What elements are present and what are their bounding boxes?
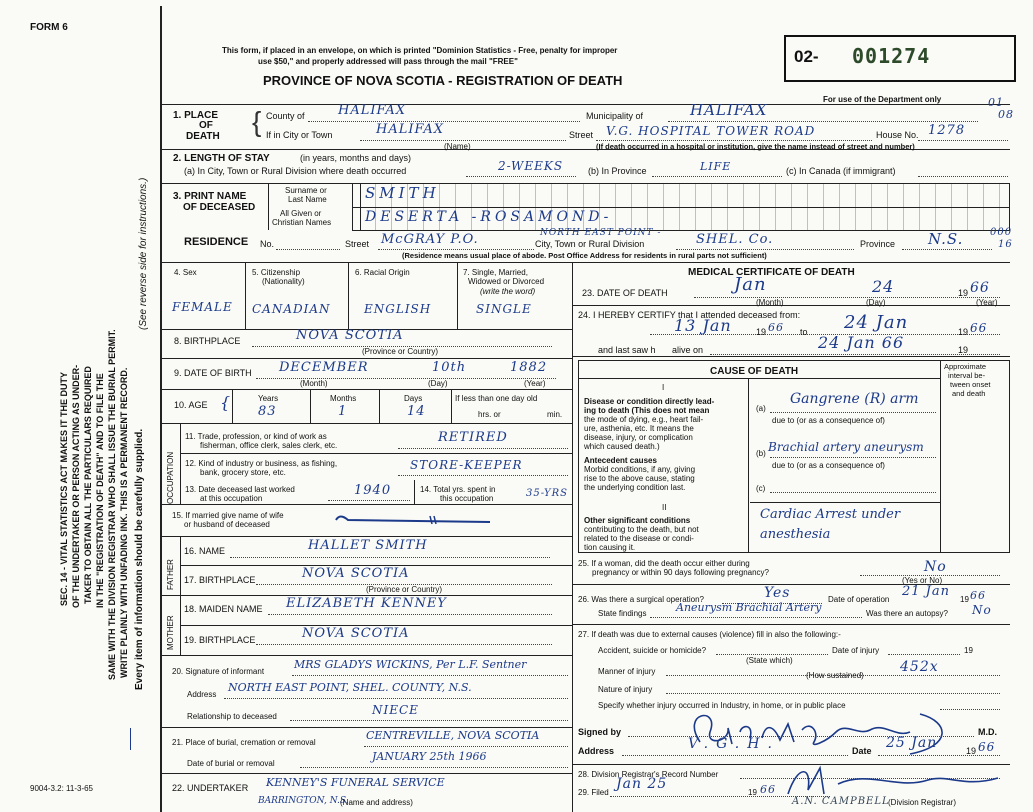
cause-c-marker: (c) bbox=[756, 484, 766, 493]
street-value: V.G. HOSPITAL TOWER ROAD bbox=[606, 124, 816, 138]
other-1: Other significant conditions bbox=[584, 516, 691, 525]
mother-birthplace-label: 19. BIRTHPLACE bbox=[184, 635, 256, 645]
registrar-record-label: 28. Division Registrar's Record Number bbox=[578, 770, 719, 779]
industry-value: STORE-KEEPER bbox=[410, 458, 523, 472]
signed-by-label: Signed by bbox=[578, 727, 622, 737]
last-worked-value: 1940 bbox=[354, 483, 392, 498]
res-street-label: Street bbox=[345, 239, 370, 249]
surgery-label: 26. Was there a surgical operation? bbox=[578, 595, 704, 604]
registration-number: 001274 bbox=[852, 44, 931, 68]
attended-from-value: 13 Jan bbox=[674, 316, 732, 335]
city-label: If in City or Town bbox=[266, 130, 333, 140]
injury-date-label: Date of injury bbox=[832, 646, 880, 655]
accident-label: Accident, suicide or homicide? bbox=[598, 646, 707, 655]
racial-label: 6. Racial Origin bbox=[355, 268, 410, 277]
dob-label: 9. DATE OF BIRTH bbox=[174, 368, 252, 378]
burial-place-value: CENTREVILLE, NOVA SCOTIA bbox=[366, 729, 540, 742]
address-label: Address bbox=[578, 746, 615, 756]
informant-value: MRS GLADYS WICKINS, Per L.F. Sentner bbox=[294, 658, 527, 671]
res-street-value: McGRAY P.O. bbox=[381, 232, 479, 247]
father-side-label: FATHER bbox=[166, 559, 175, 590]
medical-title: MEDICAL CERTIFICATE OF DEATH bbox=[688, 267, 855, 278]
sign-year-value: 66 bbox=[978, 740, 996, 754]
dob-day-caption: (Day) bbox=[428, 379, 448, 388]
death-month-value: Jan bbox=[734, 274, 767, 295]
street-label: Street bbox=[569, 130, 594, 140]
trade-label-b: fisherman, office clerk, sales clerk, etc. bbox=[200, 441, 338, 450]
father-name-label: 16. NAME bbox=[184, 546, 226, 556]
marital-label-b: Widowed or Divorced bbox=[468, 277, 545, 286]
city-value: HALIFAX bbox=[376, 122, 445, 137]
birthplace-label: 8. BIRTHPLACE bbox=[174, 336, 241, 346]
disease-line-6: which caused death.) bbox=[584, 442, 660, 451]
s2-label: 2. LENGTH OF STAY bbox=[173, 153, 270, 164]
last-worked-label: 13. Date deceased last worked bbox=[185, 485, 295, 494]
death-year-value: 66 bbox=[970, 280, 990, 296]
marital-label: 7. Single, Married, bbox=[463, 268, 528, 277]
s3-label: 3. PRINT NAME bbox=[173, 191, 247, 202]
burial-place-label: 21. Place of burial, cremation or removal bbox=[172, 738, 316, 747]
filed-label: 29. Filed bbox=[578, 788, 609, 797]
cause-b-value: Brachial artery aneurysm bbox=[768, 440, 924, 454]
side-text-8: (See reverse side for instructions.) bbox=[138, 177, 149, 330]
res-code-2: 16 bbox=[998, 239, 1013, 250]
total-yrs-label: 14. Total yrs. spent in bbox=[420, 485, 496, 494]
attended-label: 24. I HEREBY CERTIFY that I attended deceased from: bbox=[578, 310, 801, 320]
other-3: related to the disease or condi- bbox=[584, 534, 694, 543]
sign-date-label: Date bbox=[852, 746, 872, 756]
father-birthplace-caption: (Province or Country) bbox=[366, 585, 443, 594]
s3-label-b: OF DECEASED bbox=[183, 202, 256, 213]
attended-from-year: 66 bbox=[768, 321, 784, 334]
given-label: All Given or bbox=[280, 209, 322, 218]
residence-label: RESIDENCE bbox=[184, 236, 249, 248]
name-caption: (Name) bbox=[444, 142, 471, 151]
age-months-value: 1 bbox=[338, 404, 348, 419]
spouse-dash-mark bbox=[330, 508, 500, 530]
given-label-b: Christian Names bbox=[272, 218, 332, 227]
father-birthplace-value: NOVA SCOTIA bbox=[302, 566, 410, 581]
undertaker-value: KENNEY'S FUNERAL SERVICE bbox=[266, 776, 445, 789]
min-label: min. bbox=[547, 410, 563, 419]
dob-year-caption: (Year) bbox=[524, 379, 546, 388]
mail-notice-1: This form, if placed in an envelope, on which is printed "Dominion Statistics - Free, penalty for improper bbox=[222, 46, 618, 55]
municipality-value: HALIFAX bbox=[690, 101, 768, 119]
house-no-value: 1278 bbox=[928, 123, 966, 138]
res-no-label: No. bbox=[260, 239, 275, 249]
cause-title: CAUSE OF DEATH bbox=[710, 366, 799, 377]
attended-to-value: 24 Jan bbox=[844, 312, 909, 333]
last-saw-prefix: 19 bbox=[958, 345, 969, 355]
disease-line-2: ing to death (This does not mean bbox=[584, 406, 710, 415]
mail-notice-2: use $50," and properly addressed will pass through the mail "FREE" bbox=[258, 57, 518, 66]
citizenship-value: CANADIAN bbox=[252, 302, 331, 316]
mother-side-label: MOTHER bbox=[166, 615, 175, 650]
surname-label: Surname or bbox=[285, 186, 327, 195]
antecedent-2: Morbid conditions, if any, giving bbox=[584, 465, 696, 474]
res-city-label: City, Town or Rural Division bbox=[535, 239, 645, 249]
state-which-caption: (State which) bbox=[746, 656, 793, 665]
s2c-label: (c) In Canada (if immigrant) bbox=[786, 166, 896, 176]
disease-line-1: Disease or condition directly lead- bbox=[584, 397, 715, 406]
approx-2: interval be- bbox=[948, 371, 986, 380]
death-day-caption: (Day) bbox=[866, 298, 886, 307]
burial-date-label: Date of burial or removal bbox=[187, 759, 275, 768]
municipality-label: Municipality of bbox=[586, 111, 644, 121]
attended-to-prefix: 19 bbox=[958, 327, 969, 337]
age-days-value: 14 bbox=[407, 404, 426, 419]
hrs-label: hrs. or bbox=[478, 410, 501, 419]
marital-label-c: (write the word) bbox=[480, 287, 536, 296]
op-date-value: 21 Jan bbox=[902, 584, 951, 599]
house-no-label: House No. bbox=[876, 130, 919, 140]
stay-province-value: LIFE bbox=[700, 160, 732, 173]
registrar-signature bbox=[778, 760, 1008, 800]
relationship-label: Relationship to deceased bbox=[187, 712, 277, 721]
other-2: contributing to the death, but not bbox=[584, 525, 699, 534]
county-label: County of bbox=[266, 111, 305, 121]
spouse-label-b: or husband of deceased bbox=[184, 520, 270, 529]
s1-label-c: DEATH bbox=[186, 131, 220, 142]
citizenship-label: 5. Citizenship bbox=[252, 268, 301, 277]
death-day-value: 24 bbox=[872, 277, 895, 296]
filed-date-value: Jan 25 bbox=[616, 776, 668, 792]
due-to-2: due to (or as a consequence of) bbox=[772, 461, 885, 470]
nature-label: Nature of injury bbox=[598, 685, 653, 694]
age-days-caption: Days bbox=[404, 394, 423, 403]
form-code: 9004-3.2: 11-3-65 bbox=[30, 784, 94, 793]
father-birthplace-label: 17. BIRTHPLACE bbox=[184, 575, 256, 585]
age-label: 10. AGE bbox=[174, 400, 208, 410]
undertaker-label: 22. UNDERTAKER bbox=[172, 783, 249, 793]
sex-label: 4. Sex bbox=[174, 268, 197, 277]
death-year-caption: (Year) bbox=[976, 298, 998, 307]
registrar-caption: (Division Registrar) bbox=[888, 798, 957, 807]
death-registration-form: 02- 001274 FORM 6 This form, if placed in an envelope, on which is printed "Dominion Statistics - Free, penalty for improper use $50," and properly addressed will pass through the mail "FREE" PROVINCE OF NOVA SCOTIA - REGISTRATION OF DEATH For use of the Department only 01 08 SEC. 14 - VITAL STATISTICS ACT MAKES IT THE DUTY OF THE UNDERTAKER OR PERSON ACTING AS UNDER- TAKER TO OBTAIN ALL THE PARTICULARS REQUIRED IN THE "REGISTRATION OF DEATH" AND TO FILE THE SAME WITH THE DIVISION REGISTRAR WHO SHALL ISSUE THE BURIAL PERMIT. WRITE PLAINLY WITH UNFADING INK. THIS IS A PERMANENT RECORD. Every item of information should be carefully supplied. (See reverse side for instructions.) 1. PLACE OF DEATH { County of HALIFAX Municipality of HALIFAX If in City or Town HALIFAX (Name) Street V.G. HOSPITAL TOWER ROAD House No. 1278 (If death occurred in a hospital or institution, give the name instead of street and number) 2. LENGTH OF STAY (in years, months and days) (a) In City, Town or Rural Division where death occurred 2-WEEKS (b) In Province LIFE (c) In Canada (if immigrant) 3. PRINT NAME OF DECEASED Surname or Last Name All Given or Christian Names SMITH DESERTA -ROSAMOND- RESIDENCE No. Street McGRAY P.O. NORTH EAST POINT - City, Town or Rural Division SHEL. Co. Province N.S. 000 16 (Residence means usual place of abode. Post Office Address for residents in rural parts not sufficient) 4. Sex 5. Citizenship (Nationality) 6. Racial Origin 7. Single, Married, Widowed or Divorced (write the word) FEMALE CANADIAN ENGLISH SINGLE 8. BIRTHPLACE NOVA SCOTIA (Province or Country) 9. DATE OF BIRTH DECEMBER 10th 1882 (Month) (Day) (Year) 10. AGE { Years Months Days If less than one day old hrs. or min. 83 1 14 OCCUPATION 11. Trade, profession, or kind of work as fisherman, office clerk, sales clerk, etc. RETIRED 12. Kind of industry or business, as fishing, bank, grocery store, etc. STORE-KEEPER 13. Date deceased last worked at this occupation 1940 14. Total yrs. spent in this occupation 35-YRS 15. If married give name of wife or husband of deceased FATHER MOTHER 16. NAME HALLET SMITH 17. BIRTHPLACE NOVA SCOTIA (Province or Country) 18. MAIDEN NAME ELIZABETH KENNEY 19. BIRTHPLACE NOVA SCOTIA 20. Signature of informant MRS GLADYS WICKINS, Per L.F. Sentner Address NORTH EAST POINT, SHEL. COUNTY, N.S. Relationship to deceased NIECE 21. Place of burial, cremation or removal CENTREVILLE, NOVA SCOTIA Date of burial or removal JANUARY 25th 1966 22. UNDERTAKER KENNEY'S FUNERAL SERVICE BARRINGTON, N.S. (Name and address) 9004-3.2: 11-3-65 MEDICAL CERTIFICATE OF DEATH 23. DATE OF DEATH Jan 24 19 66 (Month) (Day) (Year) 24. I HEREBY CERTIFY that I attended deceased from: 13 Jan 19 66 to 24 Jan 19 66 and last saw h alive on 24 Jan 66 19 CAUSE OF DEATH Approximate interval be- tween onset and death I Disease or condition directly lead- ing to death (This does not mean the mode of dying, e.g., heart fail- ure, asthenia, etc. It means the disease, injury, or complication which caused death.) Antecedent causes Morbid conditions, if any, giving rise to the above cause, stating the underlying condition last. II Other significant conditions contributing to the death, but not related to the disease or condi- tion causing it. (a) Gangrene (R) arm due to (or as a consequence of) (b) Brachial artery aneurysm due to (or as a consequence of) (c) Cardiac Arrest under anesthesia 25. If a woman, did the death occur either during pregnancy or within 90 days following pregnancy? No (Yes or No) 26. Was there a surgical operation? Yes Date of operation 21 Jan 19 66 State findings Aneurysm Brachial Artery Was there an autopsy? No 27. If death was due to external causes (violence) fill in also the following:- Accident, suicide or homicide? (State which) Date of injury 19 Manner of injury 452x (How sustained) Nature of injury Specify whether injury occurred in Industry, in home, or in public place Signed by M.D. Address V.G.H. Date 25 Jan 19 66 28. Division Registrar's Record Number 29. Filed Jan 25 19 66 A.N. CAMPBELL (Division Registrar) bbox=[0, 0, 1033, 812]
how-sustained-caption: (How sustained) bbox=[806, 671, 864, 680]
birthplace-value: NOVA SCOTIA bbox=[296, 328, 404, 343]
informant-address-label: Address bbox=[187, 690, 217, 699]
cause-a-value: Gangrene (R) arm bbox=[790, 391, 919, 407]
dob-month-value: DECEMBER bbox=[279, 360, 369, 375]
industry-label: 12. Kind of industry or business, as fishing, bbox=[185, 459, 338, 468]
specify-label: Specify whether injury occurred in Industry, in home, or in public place bbox=[598, 701, 846, 710]
disease-line-5: disease, injury, or complication bbox=[584, 433, 693, 442]
s2b-label: (b) In Province bbox=[588, 166, 647, 176]
side-text-4: IN THE "REGISTRATION OF DEATH" AND TO FILE THE bbox=[95, 373, 105, 608]
side-text-2: OF THE UNDERTAKER OR PERSON ACTING AS UNDER- bbox=[71, 364, 81, 608]
pregnancy-caption: (Yes or No) bbox=[902, 576, 943, 585]
alive-on-label: alive on bbox=[672, 345, 704, 355]
attended-to-year: 66 bbox=[970, 321, 988, 335]
undertaker-caption: (Name and address) bbox=[340, 798, 413, 807]
cause-b-marker: (b) bbox=[756, 449, 766, 458]
total-yrs-value: 35-YRS bbox=[526, 488, 568, 499]
surgery-value: Yes bbox=[764, 585, 791, 601]
mother-maiden-value: ELIZABETH KENNEY bbox=[286, 596, 447, 611]
attended-to-label: to bbox=[800, 327, 808, 337]
res-province-label: Province bbox=[860, 239, 896, 249]
cause-a-marker: (a) bbox=[756, 404, 766, 413]
age-months-caption: Months bbox=[330, 394, 357, 403]
approx-3: tween onset bbox=[950, 380, 991, 389]
dob-month-caption: (Month) bbox=[300, 379, 328, 388]
external-causes-label: 27. If death was due to external causes (violence) fill in also the following:- bbox=[578, 630, 841, 639]
marital-value: SINGLE bbox=[476, 302, 532, 316]
res-city-value: SHEL. Co. bbox=[696, 232, 774, 247]
mother-birthplace-value: NOVA SCOTIA bbox=[302, 626, 410, 641]
antecedent-1: Antecedent causes bbox=[584, 456, 657, 465]
relationship-value: NIECE bbox=[372, 703, 419, 717]
trade-label: 11. Trade, profession, or kind of work as bbox=[185, 432, 327, 441]
approx-1: Approximate bbox=[944, 362, 987, 371]
filed-year-value: 66 bbox=[760, 783, 776, 796]
burial-date-value: JANUARY 25th 1966 bbox=[372, 750, 487, 763]
death-date-label: 23. DATE OF DEATH bbox=[582, 288, 668, 298]
death-month-caption: (Month) bbox=[756, 298, 784, 307]
residence-note: (Residence means usual place of abode. Post Office Address for residents in rural parts not sufficient) bbox=[402, 251, 767, 260]
dept-code-1: 01 bbox=[988, 96, 1004, 109]
physician-address-value: V.G.H. bbox=[688, 736, 780, 752]
side-text-3: TAKER TO OBTAIN ALL THE PARTICULARS REQUIRED bbox=[83, 366, 93, 604]
other-4: tion causing it. bbox=[584, 543, 636, 552]
antecedent-4: the underlying condition last. bbox=[584, 483, 686, 492]
given-names-value: DESERTA -ROSAMOND- bbox=[365, 209, 613, 225]
less-than-day-label: If less than one day old bbox=[455, 394, 538, 403]
injury-code-value: 452x bbox=[900, 659, 939, 675]
form-number: FORM 6 bbox=[30, 22, 68, 33]
sign-date-value: 25 Jan bbox=[886, 735, 938, 751]
disease-line-4: ure, asthenia, etc. It means the bbox=[584, 424, 694, 433]
side-text-7: Every item of information should be carefully supplied. bbox=[134, 428, 145, 690]
attended-from-prefix: 19 bbox=[756, 327, 767, 337]
s2a-label: (a) In City, Town or Rural Division where death occurred bbox=[184, 166, 407, 176]
dept-use-label: For use of the Department only bbox=[823, 95, 942, 104]
filed-year-prefix: 19 bbox=[748, 788, 757, 797]
res-street-value-2: NORTH EAST POINT - bbox=[540, 228, 662, 238]
last-saw-value: 24 Jan 66 bbox=[818, 333, 905, 352]
s1-label-b: OF bbox=[199, 120, 213, 131]
approx-4: and death bbox=[952, 389, 986, 398]
surname-label-b: Last Name bbox=[288, 195, 327, 204]
injury-year-prefix: 19 bbox=[964, 646, 973, 655]
pregnancy-label-b: pregnancy or within 90 days following pregnancy? bbox=[592, 568, 769, 577]
last-worked-label-b: at this occupation bbox=[200, 494, 263, 503]
industry-label-b: bank, grocery store, etc. bbox=[200, 468, 286, 477]
ink-mark bbox=[130, 728, 132, 750]
registrar-name-value: A.N. CAMPBELL bbox=[792, 796, 890, 807]
sex-value: FEMALE bbox=[172, 300, 233, 314]
undertaker-location-value: BARRINGTON, N.S. bbox=[258, 796, 349, 806]
roman-i: I bbox=[662, 383, 665, 392]
age-years-value: 83 bbox=[258, 404, 277, 419]
manner-label: Manner of injury bbox=[598, 667, 656, 676]
due-to-1: due to (or as a consequence of) bbox=[772, 416, 885, 425]
autopsy-label: Was there an autopsy? bbox=[866, 609, 948, 618]
other-condition-value-2: anesthesia bbox=[760, 527, 831, 542]
md-label: M.D. bbox=[978, 727, 997, 737]
father-name-value: HALLET SMITH bbox=[308, 538, 428, 553]
res-province-value: N.S. bbox=[928, 230, 964, 248]
occupation-side-label: OCCUPATION bbox=[166, 451, 175, 504]
racial-origin-value: ENGLISH bbox=[364, 302, 432, 316]
birthplace-caption: (Province or Country) bbox=[362, 347, 439, 356]
side-text-1: SEC. 14 - VITAL STATISTICS ACT MAKES IT THE DUTY bbox=[59, 371, 69, 606]
age-years-caption: Years bbox=[258, 394, 279, 403]
registration-prefix: 02- bbox=[794, 47, 819, 66]
informant-label: 20. Signature of informant bbox=[172, 667, 265, 676]
res-code-1: 000 bbox=[990, 227, 1013, 238]
pregnancy-label: 25. If a woman, did the death occur either during bbox=[578, 559, 750, 568]
total-yrs-label-b: this occupation bbox=[440, 494, 494, 503]
autopsy-value: No bbox=[972, 603, 992, 617]
antecedent-3: rise to the above cause, stating bbox=[584, 474, 695, 483]
informant-address-value: NORTH EAST POINT, SHEL. COUNTY, N.S. bbox=[228, 681, 472, 694]
spouse-label: 15. If married give name of wife bbox=[172, 511, 284, 520]
sign-year-prefix: 19 bbox=[966, 746, 977, 756]
op-year-value: 66 bbox=[970, 589, 986, 602]
citizenship-label-b: (Nationality) bbox=[262, 277, 305, 286]
last-saw-label: and last saw h bbox=[598, 345, 656, 355]
op-year-prefix: 19 bbox=[960, 595, 969, 604]
hospital-note: (If death occurred in a hospital or institution, give the name instead of street and number) bbox=[596, 142, 915, 151]
dob-day-value: 10th bbox=[432, 360, 467, 375]
side-text-5: SAME WITH THE DIVISION REGISTRAR WHO SHALL ISSUE THE BURIAL PERMIT. bbox=[107, 329, 117, 680]
other-condition-value: Cardiac Arrest under bbox=[760, 507, 901, 522]
surname-value: SMITH bbox=[365, 184, 440, 202]
pregnancy-value: No bbox=[924, 559, 947, 575]
dept-code-2: 08 bbox=[998, 108, 1014, 121]
form-title: PROVINCE OF NOVA SCOTIA - REGISTRATION OF DEATH bbox=[263, 73, 623, 88]
roman-ii: II bbox=[662, 503, 667, 512]
death-year-prefix: 19 bbox=[958, 288, 969, 298]
trade-value: RETIRED bbox=[438, 430, 508, 445]
mother-maiden-label: 18. MAIDEN NAME bbox=[184, 604, 263, 614]
s1-label: 1. PLACE bbox=[173, 110, 219, 121]
findings-value: Aneurysm Brachial Artery bbox=[676, 601, 822, 614]
findings-label: State findings bbox=[598, 609, 647, 618]
stay-city-value: 2-WEEKS bbox=[498, 159, 564, 173]
side-text-6: WRITE PLAINLY WITH UNFADING INK. THIS IS A PERMANENT RECORD. bbox=[119, 367, 129, 678]
s2-note: (in years, months and days) bbox=[300, 153, 412, 163]
op-date-label: Date of operation bbox=[828, 595, 890, 604]
disease-line-3: the mode of dying, e.g., heart fail- bbox=[584, 415, 704, 424]
dob-year-value: 1882 bbox=[510, 360, 548, 375]
county-value: HALIFAX bbox=[338, 103, 407, 118]
